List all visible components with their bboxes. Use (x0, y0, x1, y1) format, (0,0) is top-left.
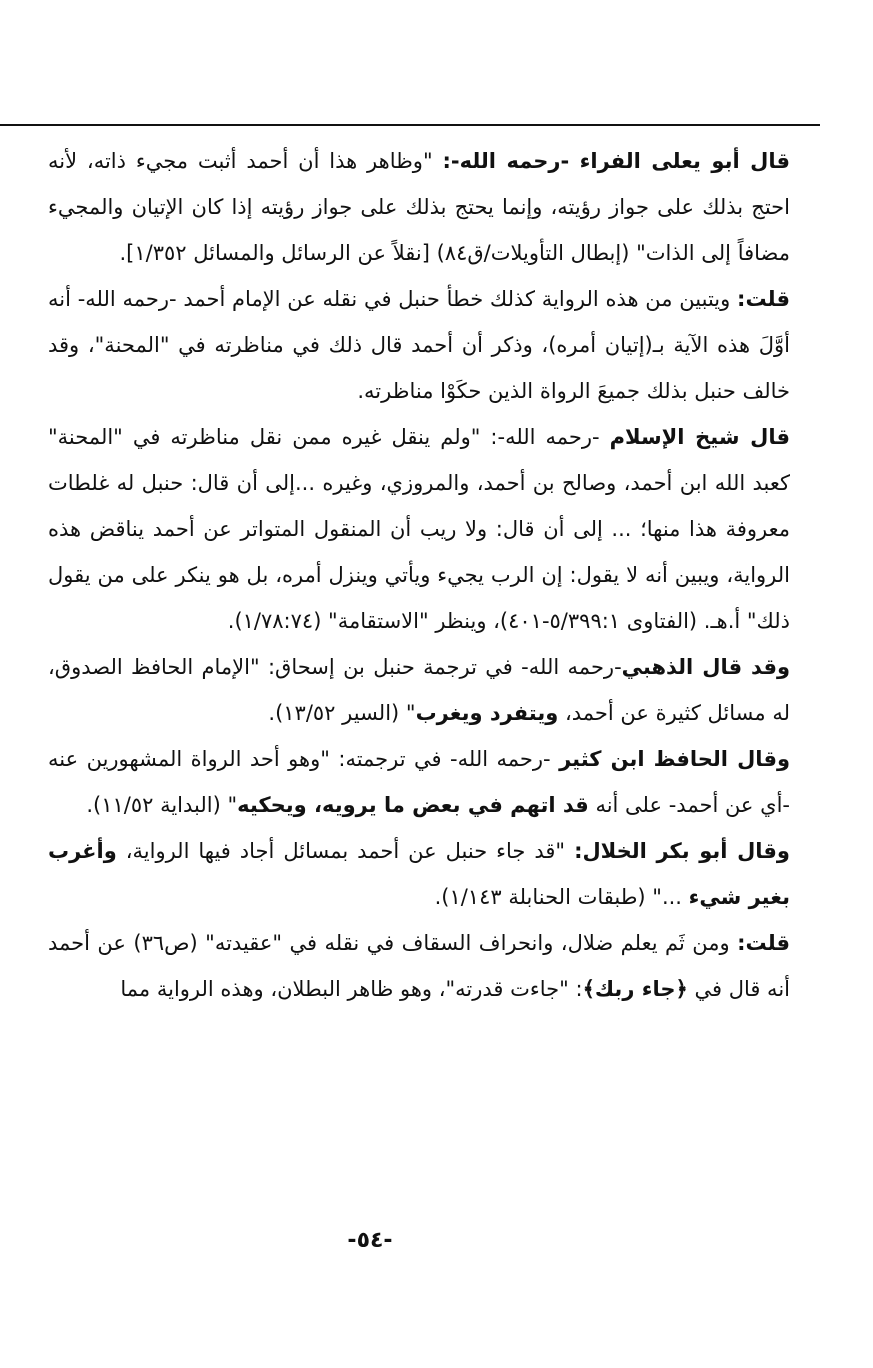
emphasis-text: ويتفرد ويغرب (415, 701, 559, 725)
emphasis-text: قد اتهم في بعض ما يرويه، ويحكيه (237, 793, 589, 817)
paragraph-lead: قلت: (737, 931, 791, 955)
paragraph-text-end: ..." (طبقات الحنابلة ١/١٤٣). (434, 885, 689, 909)
paragraph-text: "وظاهر هذا أن أحمد أثبت مجيء ذاته، لأنه احتج بذلك على جواز رؤيته، وإنما يحتج بذلك على جواز رؤيته إذا كان الإتيان والمجيء مضافاً إلى الذات" (إبطال التأويلات/ق٨٤) [نقلاً عن الرسائل والمسائل ١/٣٥٢]. (48, 149, 790, 265)
paragraph (48, 414, 790, 644)
paragraph-text-end: " (البداية ١١/٥٢). (86, 793, 238, 817)
header-rule (0, 124, 820, 126)
paragraph (48, 828, 790, 920)
paragraph-text: ومن ثَم يعلم ضلال، وانحراف السقاف في نقله في "عقيدته" (ص٣٦) عن أحمد أنه قال في (48, 931, 790, 1001)
paragraph-text: -رحمه الله- في ترجمته: "وهو أحد الرواة المشهورين عنه -أي عن أحمد- على أنه (48, 747, 790, 817)
paragraph (48, 138, 790, 276)
paragraph (48, 276, 790, 414)
paragraph-text-end: " (السير ١٣/٥٢). (268, 701, 416, 725)
paragraph-text: -رحمه الله- في ترجمة حنبل بن إسحاق: "الإمام الحافظ الصدوق، له مسائل كثيرة عن أحمد، (48, 655, 790, 725)
paragraph-lead: وقال الحافظ ابن كثير (559, 747, 790, 771)
page-body (48, 138, 790, 1012)
paragraph-lead: وقد قال الذهبي (621, 655, 790, 679)
paragraph-text: "قد جاء حنبل عن أحمد بمسائل أجاد فيها الرواية، (116, 839, 575, 863)
paragraph-lead: وقال أبو بكر الخلال: (574, 839, 790, 863)
page-number: -٥٤- (347, 1228, 393, 1253)
paragraph-lead: قال شيخ الإسلام (609, 425, 790, 449)
paragraph-text-end: : "جاءت قدرته"، وهو ظاهر البطلان، وهذه الرواية مما (120, 977, 583, 1001)
emphasis-text: وأغرب بغير شيء (48, 839, 790, 909)
quran-verse: ﴿جاء ربك﴾ (582, 977, 688, 1001)
paragraph (48, 736, 790, 828)
paragraph-text: -رحمه الله-: "ولم ينقل غيره ممن نقل مناظرته في "المحنة" كعبد الله ابن أحمد، وصالح بن أحمد، والمروزي، وغيره ...إلى أن قال: حنبل له غلطات معروفة هذا منها؛ ... إلى أن قال: ولا ريب أن المنقول المتواتر عن أحمد يناقض هذه الرواية، ويبين أنه لا يقول: إن الرب يجيء ويأتي وينزل أمره، بل هو ينكر على من يقول ذلك" أ.هـ. (الفتاوى ٥/٣٩٩:١-٤٠١)، وينظر "الاستقامة" (١/٧٨:٧٤). (48, 425, 790, 633)
paragraph (48, 644, 790, 736)
paragraph (48, 920, 790, 1012)
paragraph-lead: قال أبو يعلى الفراء -رحمه الله-: (442, 149, 790, 173)
paragraph-lead: قلت: (737, 287, 790, 311)
paragraph-text: ويتبين من هذه الرواية كذلك خطأ حنبل في نقله عن الإمام أحمد -رحمه الله- أنه أوَّلَ هذه الآية بـ(إتيان أمره)، وذكر أن أحمد قال ذلك في مناظرته في "المحنة"، وقد خالف حنبل بذلك جميعَ الرواة الذين حكَوْا مناظرته. (48, 287, 790, 403)
